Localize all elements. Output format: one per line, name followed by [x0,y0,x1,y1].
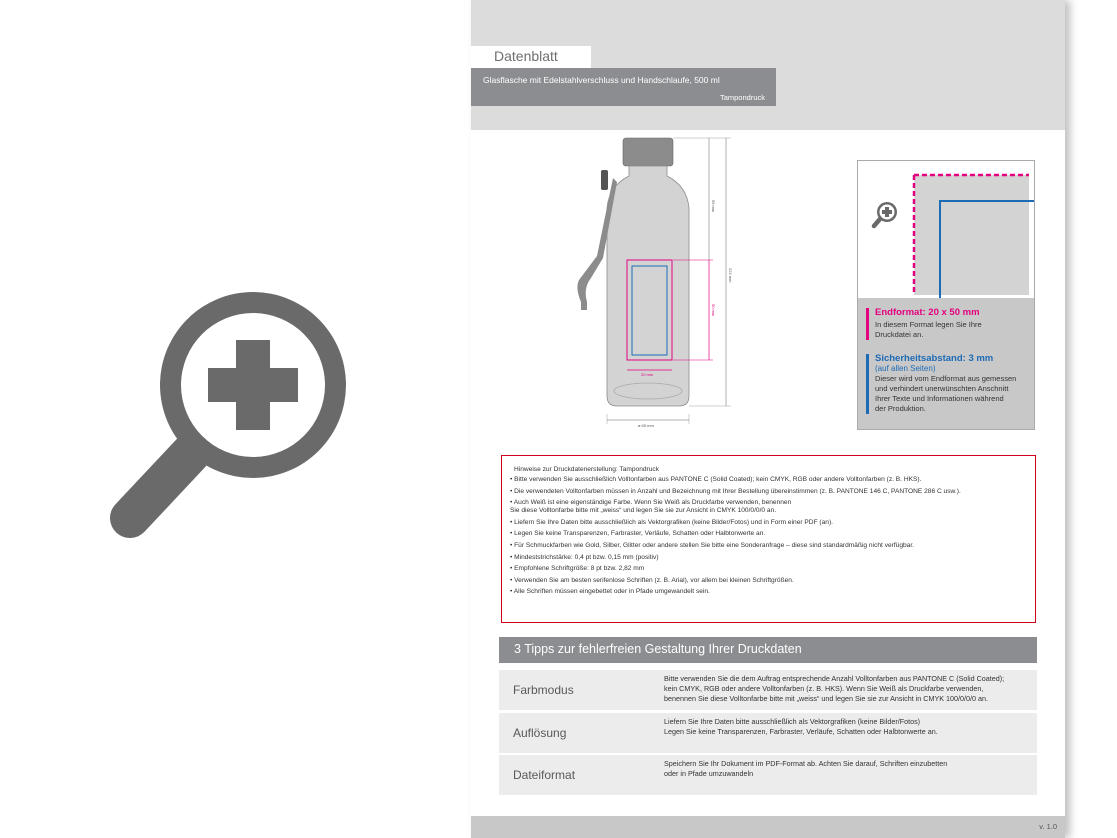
zoom-in-icon[interactable] [108,270,358,570]
tip-text [664,674,1034,704]
print-process: Tampondruck [719,93,765,102]
hint-item: • Mindeststrichstärke: 0,4 pt bzw. 0,15 mm (positiv) [510,553,659,561]
datasheet [471,0,1065,838]
hint-item: • Bitte verwenden Sie ausschließlich Volltonfarben aus PANTONE C (Solid Coated); kein CMYK, RGB oder andere Volltonfarben (z. B. HKS). [510,476,922,483]
dim-total-height: 222 mm [728,268,733,283]
tip-row-dateiformat [499,755,1037,795]
tip-text [664,759,1034,779]
product-bar [471,68,776,106]
zoom-in-icon[interactable] [870,199,900,229]
tip-text [664,717,1034,737]
bottle-drawing [571,128,751,428]
safety-text-4: der Produktion. [875,404,926,413]
hint-item: • Empfohlene Schriftgröße: 8 pt bzw. 2,82 mm [510,565,645,573]
tip-label: Auflösung [513,726,567,740]
product-name: Glasflasche mit Edelstahlverschluss und Handschlaufe, 500 ml [483,75,720,85]
safety-title: Sicherheitsabstand: 3 mm [875,353,994,364]
hint-item: • Verwenden Sie am besten serifenlose Schriften (z. B. Arial), vor allem bei kleinen Schriftgrößen. [510,576,794,584]
hint-item: Sie diese Volltonfarbe bitte mit „weiss“ und legen Sie sie zur Ansicht in CMYK 100/0/0/0 an. [510,507,777,515]
hint-item: • Alle Schriften müssen eingebettet oder in Pfade umgewandelt sein. [510,588,710,596]
hints-title: Hinweise zur Druckdatenerstellung: Tampondruck [514,466,660,473]
dim-diameter: ø 65 mm [638,423,654,428]
sheet-title: Datenblatt [471,46,591,68]
tip-line: Liefern Sie Ihre Daten bitte ausschließlich als Vektorgrafiken (keine Bilder/Fotos) [664,717,921,726]
tip-line: Bitte verwenden Sie die dem Auftrag entsprechende Anzahl Volltonfarben aus PANTONE C (Solid Coated); [664,674,1005,683]
endformat-text-1: In diesem Format legen Sie Ihre [875,320,982,329]
tip-line: kein CMYK, RGB oder andere Volltonfarben (z. B. HKS). Wenn Sie Weiß als Druckfarbe verwenden, [664,684,984,693]
format-preview [858,161,1034,298]
safety-text-2: und verhindert unerwünschten Anschnitt [875,384,1009,393]
hint-item: • Für Schmuckfarben wie Gold, Silber, Glitter oder andere stellen Sie bitte eine Sonderanfrage – diese sind standardmäßig nicht verfügbar. [510,541,915,549]
safety-margin-info [866,354,1016,414]
tip-line: Legen Sie keine Transparenzen, Farbraster, Verläufe, Schatten oder Halbtonwerte an. [664,727,938,736]
tips-heading: 3 Tipps zur fehlerfreien Gestaltung Ihrer Druckdaten [499,637,1037,663]
version-label: v. 1.0 [1039,822,1057,831]
tip-line: Speichern Sie Ihr Dokument im PDF-Format ab. Achten Sie darauf, Schriften einzubetten [664,759,948,768]
dim-print-width: 20 mm [641,372,654,377]
hint-item: • Auch Weiß ist eine eigenständige Farbe. Wenn Sie Weiß als Druckfarbe verwenden, benennen [510,499,792,507]
sheet-footer [471,816,1065,838]
safety-text-3: Ihrer Texte und Informationen während [875,394,1004,403]
endformat-text-2: Druckdatei an. [875,330,924,339]
hint-item: • Legen Sie keine Transparenzen, Farbraster, Verläufe, Schatten oder Halbtonwerte an. [510,530,766,538]
dim-print-height: 50 mm [711,304,716,317]
tip-label: Dateiformat [513,768,576,782]
tip-line: benennen Sie diese Volltonfarbe bitte mit „weiss“ und legen Sie sie zur Ansicht in CMYK 100/0/0/0 an. [664,694,989,703]
endformat-info [866,308,982,340]
safety-subtitle: (auf allen Seiten) [875,364,936,373]
safety-text-1: Dieser wird vom Endformat aus gemessen [875,374,1017,383]
tip-line: oder in Pfade umzuwandeln [664,769,754,778]
tip-label: Farbmodus [513,683,574,697]
tip-row-aufloesung [499,713,1037,753]
format-panel [857,160,1035,430]
endformat-title: Endformat: 20 x 50 mm [875,307,980,318]
tip-row-farbmodus [499,670,1037,710]
dim-upper-height: 99 mm [711,200,716,213]
hint-item: • Die verwendeten Volltonfarben müssen in Anzahl und Bezeichnung mit Ihrer Bestellung übereinstimmen (z. B. PANTONE 146 C, PANTONE 286 C usw.). [510,487,961,495]
hint-item: • Liefern Sie Ihre Daten bitte ausschließlich als Vektorgrafiken (keine Bilder/Fotos) und in Form einer PDF (an). [510,518,833,526]
print-data-hints [501,455,1036,623]
